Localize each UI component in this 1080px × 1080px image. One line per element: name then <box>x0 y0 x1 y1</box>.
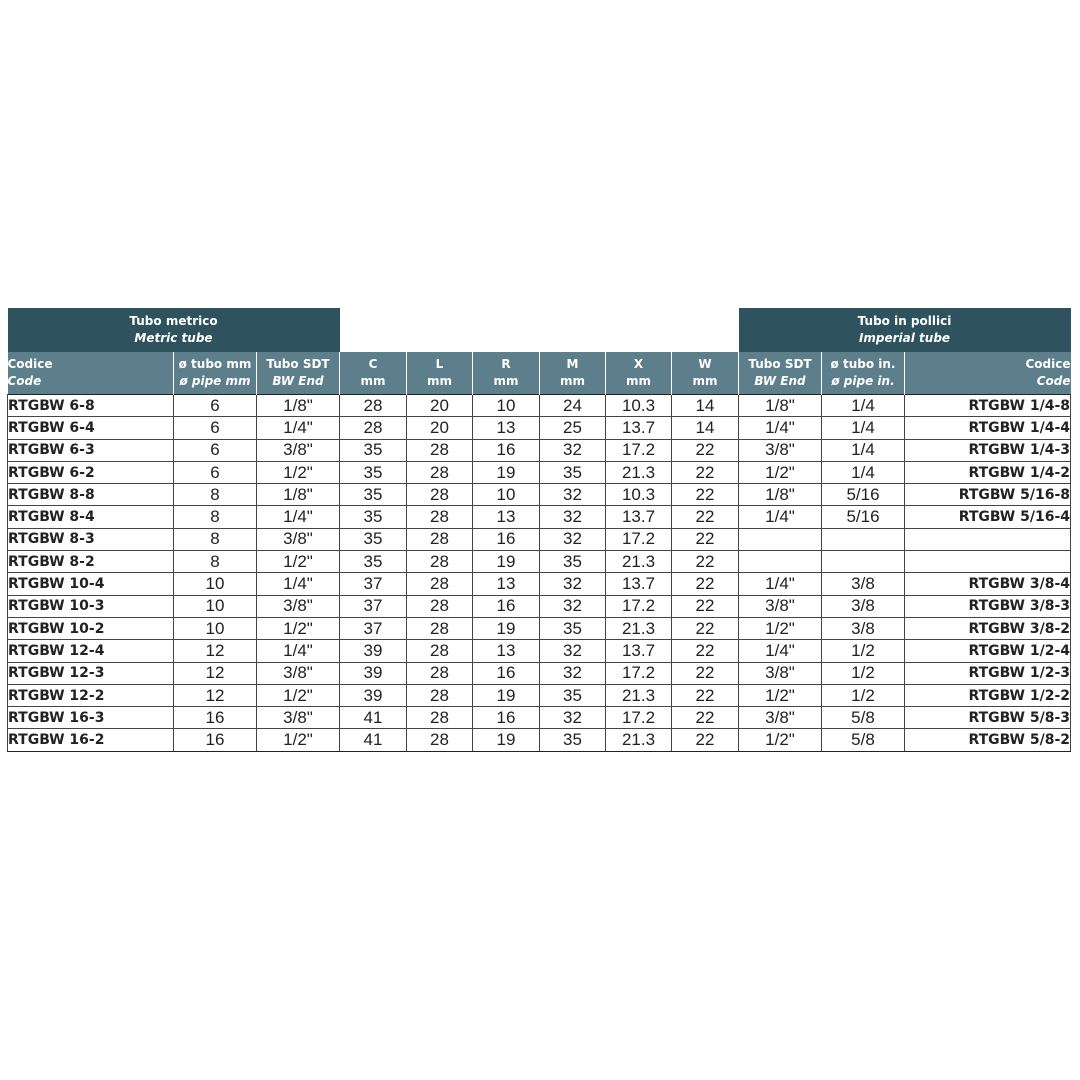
table-cell: 35 <box>540 551 606 573</box>
metric-code-cell: RTGBW 6-2 <box>8 461 174 483</box>
table-row <box>8 595 1071 617</box>
imperial-code-cell: RTGBW 3/8-3 <box>905 595 1071 617</box>
table-cell <box>739 551 822 573</box>
table-cell: 22 <box>672 528 739 550</box>
table-cell: 10 <box>174 617 257 639</box>
table-cell: 21.3 <box>606 461 672 483</box>
table-cell: 28 <box>407 729 473 751</box>
metric-code-cell: RTGBW 12-4 <box>8 640 174 662</box>
table-cell <box>822 528 905 550</box>
table-cell: 10.3 <box>606 395 672 417</box>
table-cell: 32 <box>540 640 606 662</box>
metric-code-cell: RTGBW 12-3 <box>8 662 174 684</box>
table-cell <box>739 528 822 550</box>
table-cell: 32 <box>540 573 606 595</box>
column-header <box>672 352 739 395</box>
table-cell: 16 <box>174 707 257 729</box>
table-cell: 10 <box>473 395 540 417</box>
table-cell: 28 <box>407 595 473 617</box>
column-header-subtitle: Code <box>7 374 42 388</box>
column-header-subtitle: BW End <box>272 374 324 388</box>
table-cell: 28 <box>407 439 473 461</box>
table-row <box>8 461 1071 483</box>
column-header-subtitle: mm <box>426 374 452 388</box>
table-cell: 13.7 <box>606 417 672 439</box>
table-cell: 8 <box>174 484 257 506</box>
column-header <box>257 352 340 395</box>
table-cell: 16 <box>473 662 540 684</box>
table-cell: 1/2" <box>257 551 340 573</box>
table-cell: 19 <box>473 729 540 751</box>
column-header <box>174 352 257 395</box>
table-cell: 25 <box>540 417 606 439</box>
imperial-code-cell: RTGBW 3/8-4 <box>905 573 1071 595</box>
imperial-code-cell: RTGBW 1/4-3 <box>905 439 1071 461</box>
table-cell: 1/4 <box>822 417 905 439</box>
table-cell: 39 <box>340 640 407 662</box>
table-cell: 1/2" <box>739 617 822 639</box>
column-header <box>905 352 1071 395</box>
column-header-subtitle: mm <box>625 374 651 388</box>
column-header-title: Codice <box>7 357 53 371</box>
column-header-title: M <box>566 357 579 371</box>
imperial-code-cell: RTGBW 1/2-4 <box>905 640 1071 662</box>
table-cell: 35 <box>540 617 606 639</box>
metric-code-cell: RTGBW 16-3 <box>8 707 174 729</box>
table-cell: 28 <box>407 484 473 506</box>
table-cell: 13 <box>473 640 540 662</box>
column-header <box>407 352 473 395</box>
table-cell: 6 <box>174 461 257 483</box>
table-cell: 1/2 <box>822 640 905 662</box>
table-cell: 6 <box>174 395 257 417</box>
table-cell: 13.7 <box>606 573 672 595</box>
table-cell: 21.3 <box>606 551 672 573</box>
table-row <box>8 707 1071 729</box>
imperial-code-cell: RTGBW 1/4-4 <box>905 417 1071 439</box>
table-cell: 6 <box>174 439 257 461</box>
metric-code-cell: RTGBW 8-3 <box>8 528 174 550</box>
table-cell: 22 <box>672 461 739 483</box>
table-cell: 10 <box>174 573 257 595</box>
table-cell: 1/2" <box>257 684 340 706</box>
table-cell: 8 <box>174 551 257 573</box>
table-cell: 22 <box>672 551 739 573</box>
table-cell: 22 <box>672 506 739 528</box>
table-cell: 1/2" <box>257 461 340 483</box>
table-row <box>8 729 1071 751</box>
table-cell: 1/4" <box>257 573 340 595</box>
table-cell: 35 <box>540 729 606 751</box>
metric-code-cell: RTGBW 10-3 <box>8 595 174 617</box>
table-row <box>8 528 1071 550</box>
imperial-code-cell: RTGBW 1/4-2 <box>905 461 1071 483</box>
table-cell: 39 <box>340 662 407 684</box>
table-cell: 10 <box>174 595 257 617</box>
table-cell: 20 <box>407 417 473 439</box>
table-cell: 39 <box>340 684 407 706</box>
imperial-code-cell <box>905 528 1071 550</box>
table-cell: 1/4" <box>257 506 340 528</box>
metric-code-cell: RTGBW 8-2 <box>8 551 174 573</box>
table-cell: 32 <box>540 662 606 684</box>
column-header-subtitle: Code <box>1036 374 1071 388</box>
table-cell: 17.2 <box>606 439 672 461</box>
table-cell: 3/8" <box>739 439 822 461</box>
table-cell: 1/2" <box>739 729 822 751</box>
metric-group-subtitle: Metric tube <box>134 331 213 345</box>
table-cell: 20 <box>407 395 473 417</box>
table-cell: 24 <box>540 395 606 417</box>
metric-code-cell: RTGBW 8-8 <box>8 484 174 506</box>
table-cell: 13 <box>473 417 540 439</box>
table-cell: 22 <box>672 484 739 506</box>
table-row <box>8 617 1071 639</box>
table-cell: 28 <box>407 662 473 684</box>
column-header-subtitle: mm <box>493 374 519 388</box>
table-cell: 28 <box>340 395 407 417</box>
table-cell: 14 <box>672 395 739 417</box>
column-header-title: R <box>501 357 511 371</box>
column-header-subtitle: ø pipe in. <box>831 374 895 388</box>
table-cell: 22 <box>672 595 739 617</box>
metric-group-title: Tubo metrico <box>129 314 218 328</box>
table-cell: 10 <box>473 484 540 506</box>
table-cell: 19 <box>473 684 540 706</box>
imperial-code-cell <box>905 551 1071 573</box>
table-cell: 22 <box>672 439 739 461</box>
table-cell: 35 <box>340 439 407 461</box>
imperial-code-cell: RTGBW 5/8-2 <box>905 729 1071 751</box>
table-cell: 1/4 <box>822 461 905 483</box>
table-row <box>8 684 1071 706</box>
imperial-code-cell: RTGBW 5/16-8 <box>905 484 1071 506</box>
table-cell: 21.3 <box>606 729 672 751</box>
column-header <box>340 352 407 395</box>
table-cell: 6 <box>174 417 257 439</box>
table-row <box>8 395 1071 417</box>
imperial-code-cell: RTGBW 1/2-2 <box>905 684 1071 706</box>
table-cell: 14 <box>672 417 739 439</box>
table-cell: 1/2" <box>739 461 822 483</box>
table-cell: 32 <box>540 439 606 461</box>
table-cell: 22 <box>672 573 739 595</box>
table-cell: 17.2 <box>606 528 672 550</box>
table-cell: 3/8" <box>739 707 822 729</box>
table-cell: 35 <box>340 484 407 506</box>
table-cell: 1/4" <box>257 417 340 439</box>
table-cell: 3/8" <box>257 595 340 617</box>
imperial-code-cell: RTGBW 1/4-8 <box>905 395 1071 417</box>
table-cell: 5/16 <box>822 506 905 528</box>
column-header-title: Codice <box>1025 357 1071 371</box>
table-cell: 13.7 <box>606 506 672 528</box>
table-cell: 22 <box>672 640 739 662</box>
column-header-row <box>8 352 1071 395</box>
table-cell: 16 <box>473 439 540 461</box>
table-cell: 22 <box>672 662 739 684</box>
table-cell: 3/8" <box>257 662 340 684</box>
column-header-subtitle: mm <box>360 374 386 388</box>
column-header <box>8 352 174 395</box>
table-cell: 1/4" <box>739 417 822 439</box>
table-cell: 3/8" <box>739 662 822 684</box>
metric-code-cell: RTGBW 10-2 <box>8 617 174 639</box>
table-cell: 1/2" <box>257 729 340 751</box>
table-row <box>8 484 1071 506</box>
table-cell: 37 <box>340 617 407 639</box>
column-header-title: ø tubo in. <box>830 357 896 371</box>
table-cell: 19 <box>473 617 540 639</box>
table-cell: 1/8" <box>739 395 822 417</box>
table-cell <box>822 551 905 573</box>
table-cell: 28 <box>407 506 473 528</box>
column-header-title: ø tubo mm <box>178 357 252 371</box>
table-body <box>8 395 1071 752</box>
table-cell: 5/16 <box>822 484 905 506</box>
fitting-spec-table <box>7 308 1071 752</box>
column-header-subtitle: BW End <box>754 374 806 388</box>
table-cell: 16 <box>473 595 540 617</box>
table-cell: 5/8 <box>822 707 905 729</box>
metric-tube-group-header <box>8 308 340 352</box>
table-cell: 35 <box>540 461 606 483</box>
table-row <box>8 506 1071 528</box>
table-cell: 32 <box>540 707 606 729</box>
table-cell: 32 <box>540 528 606 550</box>
table-cell: 19 <box>473 551 540 573</box>
table-cell: 3/8" <box>257 439 340 461</box>
table-cell: 1/4" <box>739 640 822 662</box>
table-cell: 16 <box>473 528 540 550</box>
table-cell: 12 <box>174 684 257 706</box>
table-cell: 35 <box>340 506 407 528</box>
metric-code-cell: RTGBW 6-4 <box>8 417 174 439</box>
table-cell: 28 <box>407 573 473 595</box>
table-cell: 17.2 <box>606 662 672 684</box>
column-header-subtitle: mm <box>692 374 718 388</box>
table-cell: 12 <box>174 662 257 684</box>
table-cell: 35 <box>340 461 407 483</box>
metric-code-cell: RTGBW 16-2 <box>8 729 174 751</box>
metric-code-cell: RTGBW 10-4 <box>8 573 174 595</box>
metric-code-cell: RTGBW 12-2 <box>8 684 174 706</box>
table-cell: 8 <box>174 506 257 528</box>
table-cell: 22 <box>672 707 739 729</box>
table-cell: 8 <box>174 528 257 550</box>
table-cell: 37 <box>340 595 407 617</box>
imperial-code-cell: RTGBW 5/8-3 <box>905 707 1071 729</box>
table-cell: 35 <box>340 551 407 573</box>
table-cell: 28 <box>407 684 473 706</box>
table-cell: 16 <box>473 707 540 729</box>
table-cell: 28 <box>407 551 473 573</box>
table-cell: 28 <box>407 617 473 639</box>
table-cell: 35 <box>540 684 606 706</box>
table-cell: 22 <box>672 729 739 751</box>
table-cell: 1/4" <box>739 573 822 595</box>
column-header <box>822 352 905 395</box>
table-cell: 19 <box>473 461 540 483</box>
table-cell: 1/4 <box>822 439 905 461</box>
table-row <box>8 573 1071 595</box>
imperial-tube-group-header <box>739 308 1071 352</box>
table-cell: 3/8 <box>822 617 905 639</box>
table-cell: 41 <box>340 707 407 729</box>
table-cell: 28 <box>407 640 473 662</box>
table-cell: 17.2 <box>606 595 672 617</box>
table-cell: 3/8" <box>739 595 822 617</box>
column-header <box>473 352 540 395</box>
table-cell: 1/4" <box>257 640 340 662</box>
column-header <box>540 352 606 395</box>
table-cell: 1/8" <box>739 484 822 506</box>
table-cell: 3/8" <box>257 707 340 729</box>
imperial-code-cell: RTGBW 1/2-3 <box>905 662 1071 684</box>
table-cell: 32 <box>540 506 606 528</box>
table-cell: 1/2 <box>822 662 905 684</box>
table-cell: 28 <box>407 461 473 483</box>
table-cell: 22 <box>672 684 739 706</box>
column-header-title: W <box>698 357 712 371</box>
table-cell: 21.3 <box>606 684 672 706</box>
table-cell: 13.7 <box>606 640 672 662</box>
table-cell: 41 <box>340 729 407 751</box>
metric-code-cell: RTGBW 6-8 <box>8 395 174 417</box>
table-cell: 10.3 <box>606 484 672 506</box>
table-cell: 17.2 <box>606 707 672 729</box>
column-header-title: C <box>368 357 378 371</box>
table-cell: 1/4" <box>739 506 822 528</box>
table-row <box>8 551 1071 573</box>
table-cell: 1/2 <box>822 684 905 706</box>
column-header-subtitle: mm <box>559 374 585 388</box>
column-header <box>739 352 822 395</box>
table-cell: 1/8" <box>257 395 340 417</box>
imperial-group-title: Tubo in pollici <box>857 314 952 328</box>
table-cell: 1/4 <box>822 395 905 417</box>
table-row <box>8 439 1071 461</box>
table-cell: 12 <box>174 640 257 662</box>
table-row <box>8 417 1071 439</box>
table-cell: 3/8 <box>822 573 905 595</box>
table-row <box>8 640 1071 662</box>
column-header <box>606 352 672 395</box>
column-header-title: Tubo SDT <box>748 357 812 371</box>
table-cell: 13 <box>473 506 540 528</box>
group-header-gap <box>340 308 739 352</box>
table-cell: 22 <box>672 617 739 639</box>
metric-code-cell: RTGBW 6-3 <box>8 439 174 461</box>
table-cell: 21.3 <box>606 617 672 639</box>
table-cell: 37 <box>340 573 407 595</box>
table-cell: 35 <box>340 528 407 550</box>
imperial-group-subtitle: Imperial tube <box>858 331 951 345</box>
column-header-title: Tubo SDT <box>266 357 330 371</box>
table-cell: 28 <box>340 417 407 439</box>
column-header-title: L <box>435 357 444 371</box>
table-cell: 32 <box>540 484 606 506</box>
table-cell: 16 <box>174 729 257 751</box>
metric-code-cell: RTGBW 8-4 <box>8 506 174 528</box>
table-cell: 3/8" <box>257 528 340 550</box>
table-row <box>8 662 1071 684</box>
column-header-title: X <box>633 357 644 371</box>
table-cell: 3/8 <box>822 595 905 617</box>
table-cell: 28 <box>407 528 473 550</box>
table-cell: 32 <box>540 595 606 617</box>
table-cell: 28 <box>407 707 473 729</box>
imperial-code-cell: RTGBW 5/16-4 <box>905 506 1071 528</box>
table-cell: 1/8" <box>257 484 340 506</box>
table-cell: 13 <box>473 573 540 595</box>
table-cell: 5/8 <box>822 729 905 751</box>
group-header-row <box>8 308 1071 352</box>
table-cell: 1/2" <box>257 617 340 639</box>
column-header-subtitle: ø pipe mm <box>179 374 251 388</box>
imperial-code-cell: RTGBW 3/8-2 <box>905 617 1071 639</box>
table-cell: 1/2" <box>739 684 822 706</box>
